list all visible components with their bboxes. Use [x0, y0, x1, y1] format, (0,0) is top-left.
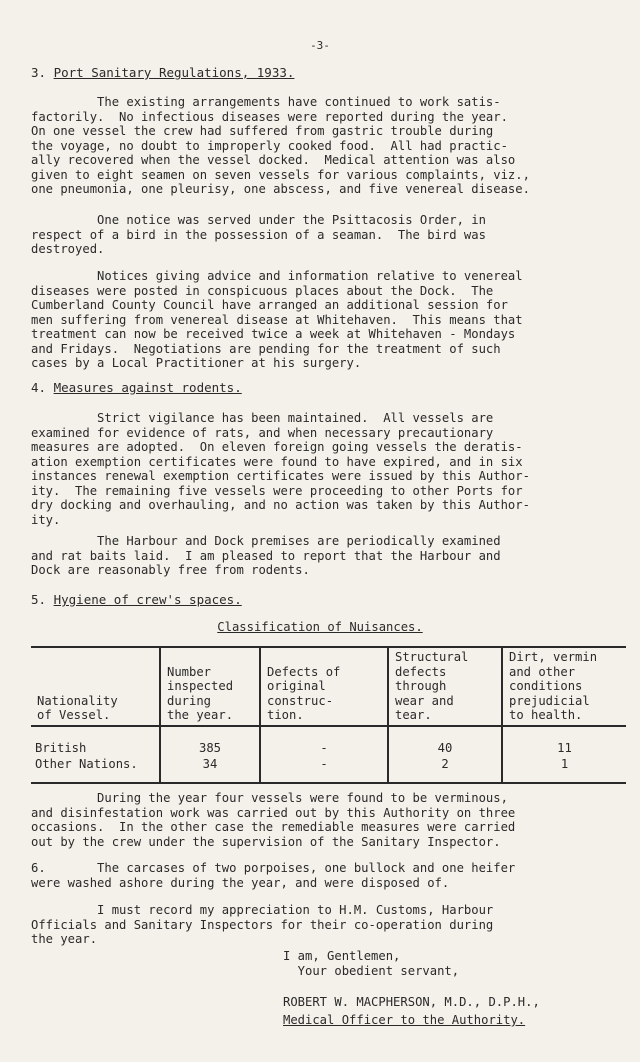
nuisances-table: [31, 646, 626, 784]
section-5-title: Hygiene of crew's spaces.: [53, 592, 242, 607]
cell-nationality: Other Nations.: [31, 756, 160, 783]
cell-dirt-vermin: 1: [502, 756, 626, 783]
section-3-paragraph-1: The existing arrangements have continued to work satis- factorily. No infectious diseases were reported during the year. On one vessel the crew had suffered from gastric trouble during the voyage, no doubt to improperly cooked food. All had practic- ally recovered when the vessel docked. Medical attention was also given to eight seamen on seven vessels for various complaints, viz., one pneumonia, one pleurisy, one abscess, and five venereal disease.: [31, 95, 530, 196]
cell-nationality: British: [35, 740, 87, 755]
section-6-paragraph: 6. The carcases of two porpoises, one bullock and one heifer were washed ashore during the year, and were disposed of.: [31, 861, 516, 890]
table-row: [31, 726, 626, 757]
section-5-paragraph-1: During the year four vessels were found to be verminous, and disinfestation work was carried out by this Authority on three occasions. In the other case the remediable measures were carried out by the crew under the supervision of the Sanitary Inspector.: [31, 791, 516, 849]
section-4-title: Measures against rodents.: [53, 380, 242, 395]
closing-paragraph: I must record my appreciation to H.M. Customs, Harbour Officials and Sanitary Inspectors for their co-operation during the year.: [31, 903, 494, 946]
signatory-name: ROBERT W. MACPHERSON, M.D., D.P.H.,: [283, 995, 540, 1009]
signatory-title: Medical Officer to the Authority.: [283, 1013, 526, 1027]
section-4-paragraph-2: The Harbour and Dock premises are periodically examined and rat baits laid. I am pleased to report that the Harbour and Dock are reasonably free from rodents.: [31, 534, 501, 577]
cell-dirt-vermin: 11: [502, 726, 626, 757]
table-header-row: [31, 647, 626, 726]
section-4-heading: [31, 381, 242, 396]
column-header-dirt-vermin: Dirt, vermin and other conditions prejudicial to health.: [502, 647, 626, 726]
section-3-paragraph-3: Notices giving advice and information relative to venereal diseases were posted in conspicuous places about the Dock. The Cumberland County Council have arranged an additional session for men suffering from venereal disease at Whitehaven. This means that treatment can now be received twice a week at Whitehaven - Mondays and Fridays. Negotiations are pending for the treatment of such cases by a Local Practitioner at his surgery.: [31, 269, 523, 370]
salutation: I am, Gentlemen, Your obedient servant,: [283, 949, 460, 978]
section-4-paragraph-1: Strict vigilance has been maintained. All vessels are examined for evidence of rats, and when necessary precautionary measures are adopted. On eleven foreign going vessels the deratis- ation exemption certificates were found to have expired, and in six instances renewal exemption certificates were issued by this Author- ity. The remaining five vessels were proceeding to other Ports for dry docking and overhauling, and no action was taken by this Author- ity.: [31, 411, 530, 527]
cell-structural-defects: 2: [388, 756, 502, 783]
table-title: Classification of Nuisances.: [217, 620, 423, 634]
cell-number-inspected: 34: [160, 756, 260, 783]
cell-defects-original: -: [260, 756, 388, 783]
column-header-structural-defects: Structural defects through wear and tear.: [388, 647, 502, 726]
page-number: -3-: [310, 39, 330, 52]
column-header-nationality: Nationality of Vessel.: [31, 647, 160, 726]
section-3-paragraph-2: One notice was served under the Psittacosis Order, in respect of a bird in the possession of a seaman. The bird was destroyed.: [31, 213, 486, 256]
cell-defects-original: -: [260, 726, 388, 757]
section-3-title: Port Sanitary Regulations, 1933.: [53, 65, 295, 80]
cell-number-inspected: 385: [160, 726, 260, 757]
column-header-defects-original: Defects of original construc- tion.: [260, 647, 388, 726]
table-row: [31, 756, 626, 783]
cell-structural-defects: 40: [388, 726, 502, 757]
section-4-number: 4.: [31, 380, 47, 395]
section-5-number: 5.: [31, 592, 47, 607]
section-3-number: 3.: [31, 65, 47, 80]
section-5-heading: [31, 593, 242, 608]
section-3-heading: [31, 66, 294, 81]
column-header-number-inspected: Number inspected during the year.: [160, 647, 260, 726]
